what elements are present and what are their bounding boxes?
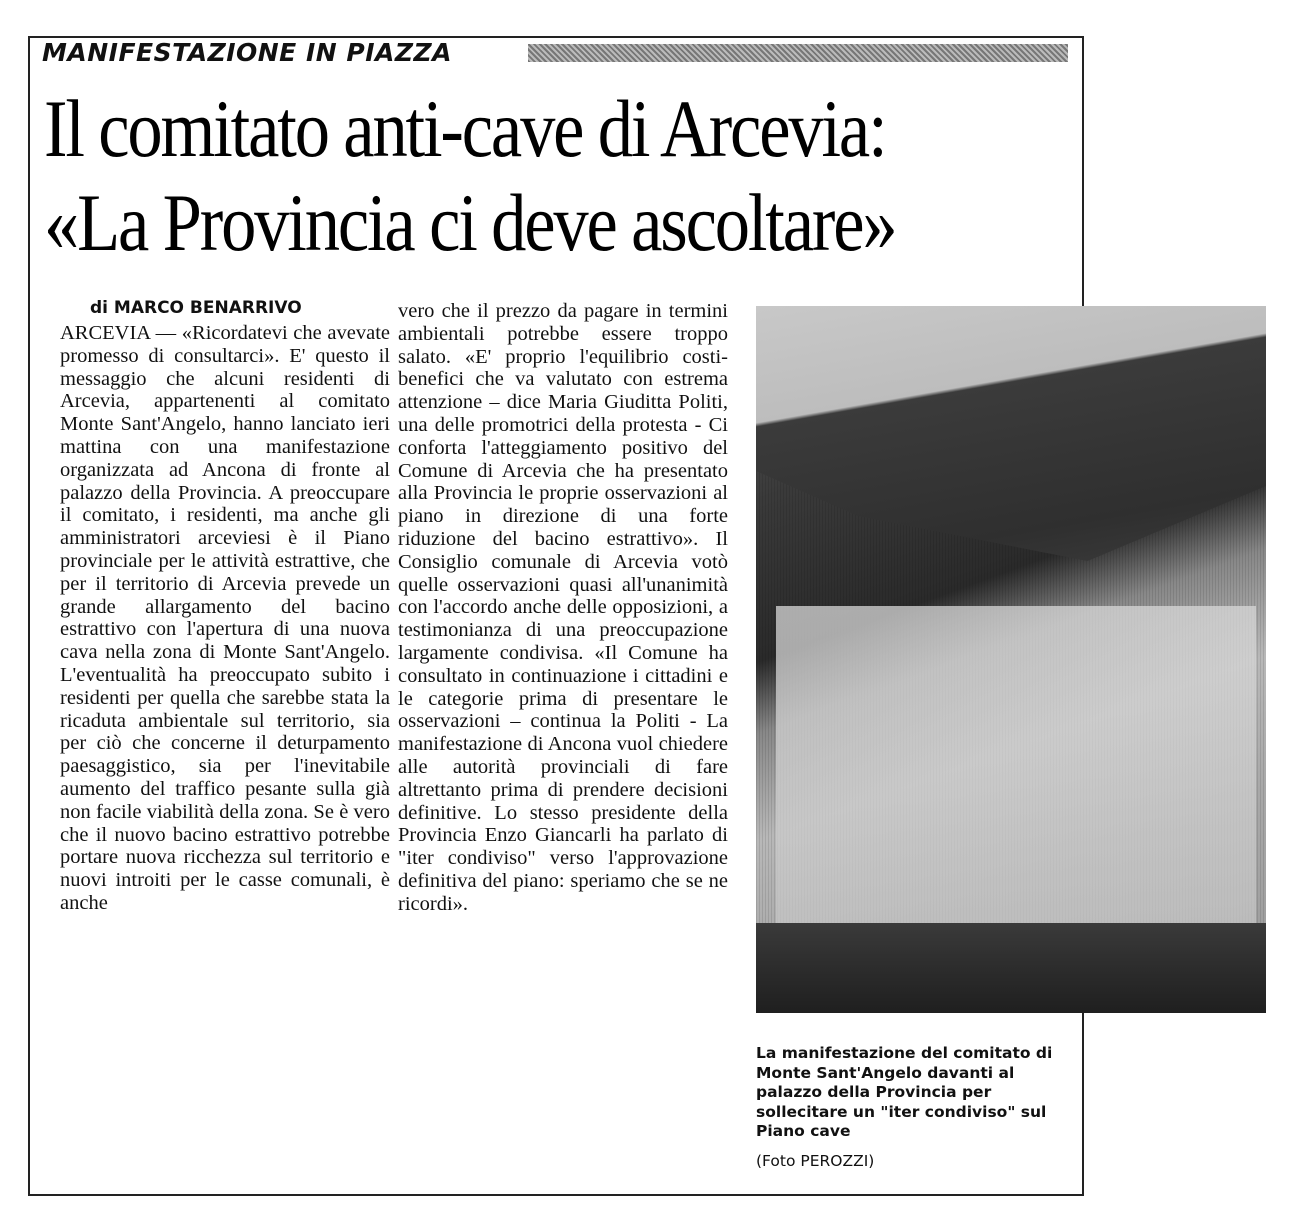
photo-caption: La manifestazione del comitato di Monte Sant'Angelo davanti al palazzo della Provincia per sollecitare un "iter condiviso" sul Piano cave bbox=[756, 1044, 1053, 1140]
article-column-2: vero che il prezzo da pagare in termini ambientali potrebbe essere troppo salato. «E' proprio l'equilibrio costi-benefici che va valutato con estrema attenzione – dice Maria Giuditta Politi, una delle promotrici della protesta - Ci conforta l'atteggiamento positivo del Comune di Arcevia che ha presentato alla Provincia le proprie osservazioni al piano in direzione di una forte riduzione del bacino estrattivo». Il Consiglio comunale di Arcevia votò quelle osservazioni quasi all'unanimità con l'accordo anche delle opposizioni, a testimonianza di una preoccupazione largamente condivisa. «Il Comune ha consultato in continuazione i cittadini e le categorie prima di presentare le osservazioni – continua la Politi - La manifestazione di Ancona vuol chiedere alle autorità provinciali di fare altrettanto prima di prendere decisioni definitive. Lo stesso presidente della Provincia Enzo Giancarli ha parlato di "iter condiviso" verso l'approvazione definitiva del piano: speriamo che se ne ricordi». bbox=[398, 300, 728, 915]
headline-line-1: Il comitato anti-cave di Arcevia: bbox=[44, 83, 886, 174]
photo-banner-shape bbox=[776, 606, 1256, 946]
photo-roof-shape bbox=[756, 306, 1266, 606]
section-header bbox=[38, 38, 1078, 68]
byline: di MARCO BENARRIVO bbox=[90, 298, 302, 318]
section-rule bbox=[528, 44, 1068, 62]
article-column-1: ARCEVIA — «Ricordatevi che avevate promesso di consultarci». E' questo il messaggio che alcuni residenti di Arcevia, appartenenti al comitato Monte Sant'Angelo, hanno lanciato ieri mattina con una manifestazione organizzata ad Ancona di fronte al palazzo della Provincia. A preoccupare il comitato, i residenti, ma anche gli amministratori arceviesi è il Piano provinciale per le attività estrattive, che per il territorio di Arcevia prevede un grande allargamento del bacino estrattivo con l'apertura di una nuova cava nella zona di Monte Sant'Angelo. L'eventualità ha preoccupato subito i residenti per quella che sarebbe stata la ricaduta ambientale sul territorio, sia per ciò che concerne il deturpamento paesaggistico, sia per l'inevitabile aumento del traffico pesante sulla già non facile viabilità della zona. Se è vero che il nuovo bacino estrattivo potrebbe portare nuova ricchezza sul territorio e nuovi introiti per le casse comunali, è anche bbox=[60, 322, 390, 914]
photo-credit: (Foto PEROZZI) bbox=[756, 1152, 875, 1170]
section-kicker: MANIFESTAZIONE IN PIAZZA bbox=[42, 38, 462, 67]
protest-photo bbox=[756, 306, 1266, 1013]
headline bbox=[44, 82, 930, 270]
photo-ground-shape bbox=[756, 923, 1266, 1013]
headline-line-2: «La Provincia ci deve ascoltare» bbox=[44, 177, 896, 268]
